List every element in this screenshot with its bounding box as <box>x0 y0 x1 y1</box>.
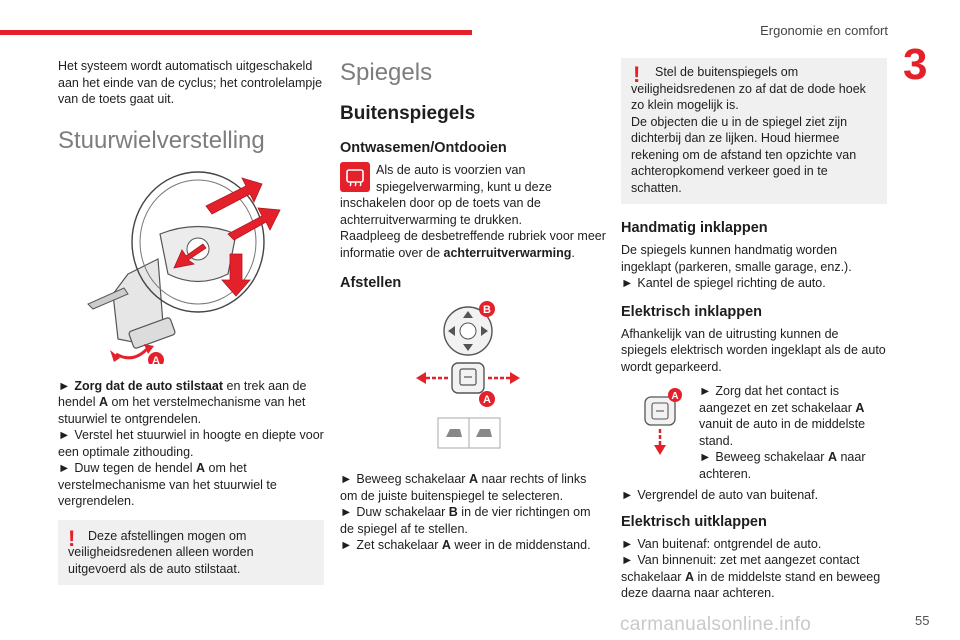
intro-paragraph: Het systeem wordt automatisch uitgeschakeld aan het einde van de cyclus; het controlelampje van de toets gaat uit. <box>58 59 323 106</box>
rear-defrost-icon <box>340 162 370 192</box>
steering-warning-box <box>58 520 324 586</box>
electric-unfold-step-2: ► Van binnenuit: zet met aangezet contact schakelaar A in de middelste stand en beweeg deze daarna naar achteren. <box>621 553 881 600</box>
defrost-reference: Raadpleeg de desbetreffende rubriek voor meer informatie over de achterruitverwarming. <box>340 229 606 260</box>
column-1 <box>58 58 324 585</box>
column-2 <box>340 58 606 562</box>
switch-label-B: B <box>483 304 491 316</box>
electric-unfold-step-1: ► Van buitenaf: ontgrendel de auto. <box>621 536 822 551</box>
mirror-warning-box <box>621 58 887 204</box>
mirror-warning-text: Stel de buitenspiegels om veiligheidsredenen zo af dat de dode hoek zo klein mogelijk is. De objecten die u in de spiegel ziet zijn dichterbij dan ze lijken. Houd hiermee rekening om de afstand ten opzichte van achteropkomend verkeer goed in te schatten. <box>631 65 866 195</box>
electric-fold-text: Afhankelijk van de uitrusting kunnen de spiegels elektrisch worden ingeklapt als de auto wordt geparkeerd. <box>621 326 886 374</box>
page-number: 55 <box>915 613 930 628</box>
steering-warning-text: Deze afstellingen mogen om veiligheidsredenen alleen worden uitgevoerd als de auto stilstaat. <box>68 528 254 576</box>
steering-wheel-illustration <box>58 164 324 364</box>
defrost-text: Als de auto is voorzien van spiegelverwarming, kunt u deze inschakelen door op de toets van de achterruitverwarming te drukken. <box>340 163 552 227</box>
steering-step-1: ► Zorg dat de auto stilstaat en trek aan de hendel A om het verstelmechanisme van het stuurwiel te ontgrendelen. <box>58 378 307 426</box>
defrost-heading: Ontwasemen/Ontdooien <box>340 140 507 156</box>
mirrors-heading: Spiegels <box>340 59 433 86</box>
electric-unfold-heading: Elektrisch uitklappen <box>621 513 767 530</box>
adjust-heading: Afstellen <box>340 275 402 291</box>
switch-label-A: A <box>483 394 491 406</box>
fold-switch-diagram <box>629 387 689 457</box>
warning-icon: ! <box>68 525 76 551</box>
steering-wheel-diagram <box>58 164 324 364</box>
electric-fold-block <box>621 383 887 479</box>
fold-label-A: A <box>671 391 679 402</box>
electric-fold-steps <box>699 383 885 490</box>
electric-fold-step-2: ► Beweeg schakelaar A naar achteren. <box>699 450 866 481</box>
manual-fold-heading: Handmatig inklappen <box>621 220 768 236</box>
steering-step-3: ► Duw tegen de hendel A om het verstelmechanisme van het stuurwiel te vergrendelen. <box>58 461 277 508</box>
steering-adjust-heading: Stuurwielverstelling <box>58 126 265 154</box>
steering-label-A: A <box>152 354 160 364</box>
section-title: Ergonomie en comfort <box>760 23 888 38</box>
header-red-bar <box>0 30 472 35</box>
exterior-mirrors-heading: Buitenspiegels <box>340 103 476 124</box>
adjust-step-1: ► Beweeg schakelaar A naar rechts of links om de juiste buitenspiegel te selecteren. <box>340 472 587 503</box>
watermark: carmanualsonline.info <box>620 614 812 635</box>
defrost-block <box>340 162 606 261</box>
steering-step-2: ► Verstel het stuurwiel in hoogte en diepte voor een optimale zithouding. <box>58 428 324 459</box>
adjust-step-2: ► Duw schakelaar B in de vier richtingen om de spiegel af te stellen. <box>340 505 591 536</box>
electric-fold-step-3: ► Vergrendel de auto van buitenaf. <box>621 488 819 502</box>
adjust-step-3: ► Zet schakelaar A weer in de middenstand. <box>340 538 591 552</box>
mirror-switch-diagram <box>340 301 606 461</box>
warning-icon: ! <box>633 62 641 87</box>
electric-fold-step-1: ► Zorg dat het contact is aangezet en zet schakelaar A vanuit de auto in de middelste stand. <box>699 384 866 448</box>
manual-fold-text: De spiegels kunnen handmatig worden ingeklapt (parkeren, smalle garage, enz.). <box>621 243 852 274</box>
electric-fold-heading: Elektrisch inklappen <box>621 303 763 320</box>
chapter-number: 3 <box>903 40 928 89</box>
manual-fold-step: ► Kantel de spiegel richting de auto. <box>621 276 826 290</box>
column-3 <box>621 58 887 610</box>
mirror-switch-illustration <box>340 301 606 461</box>
